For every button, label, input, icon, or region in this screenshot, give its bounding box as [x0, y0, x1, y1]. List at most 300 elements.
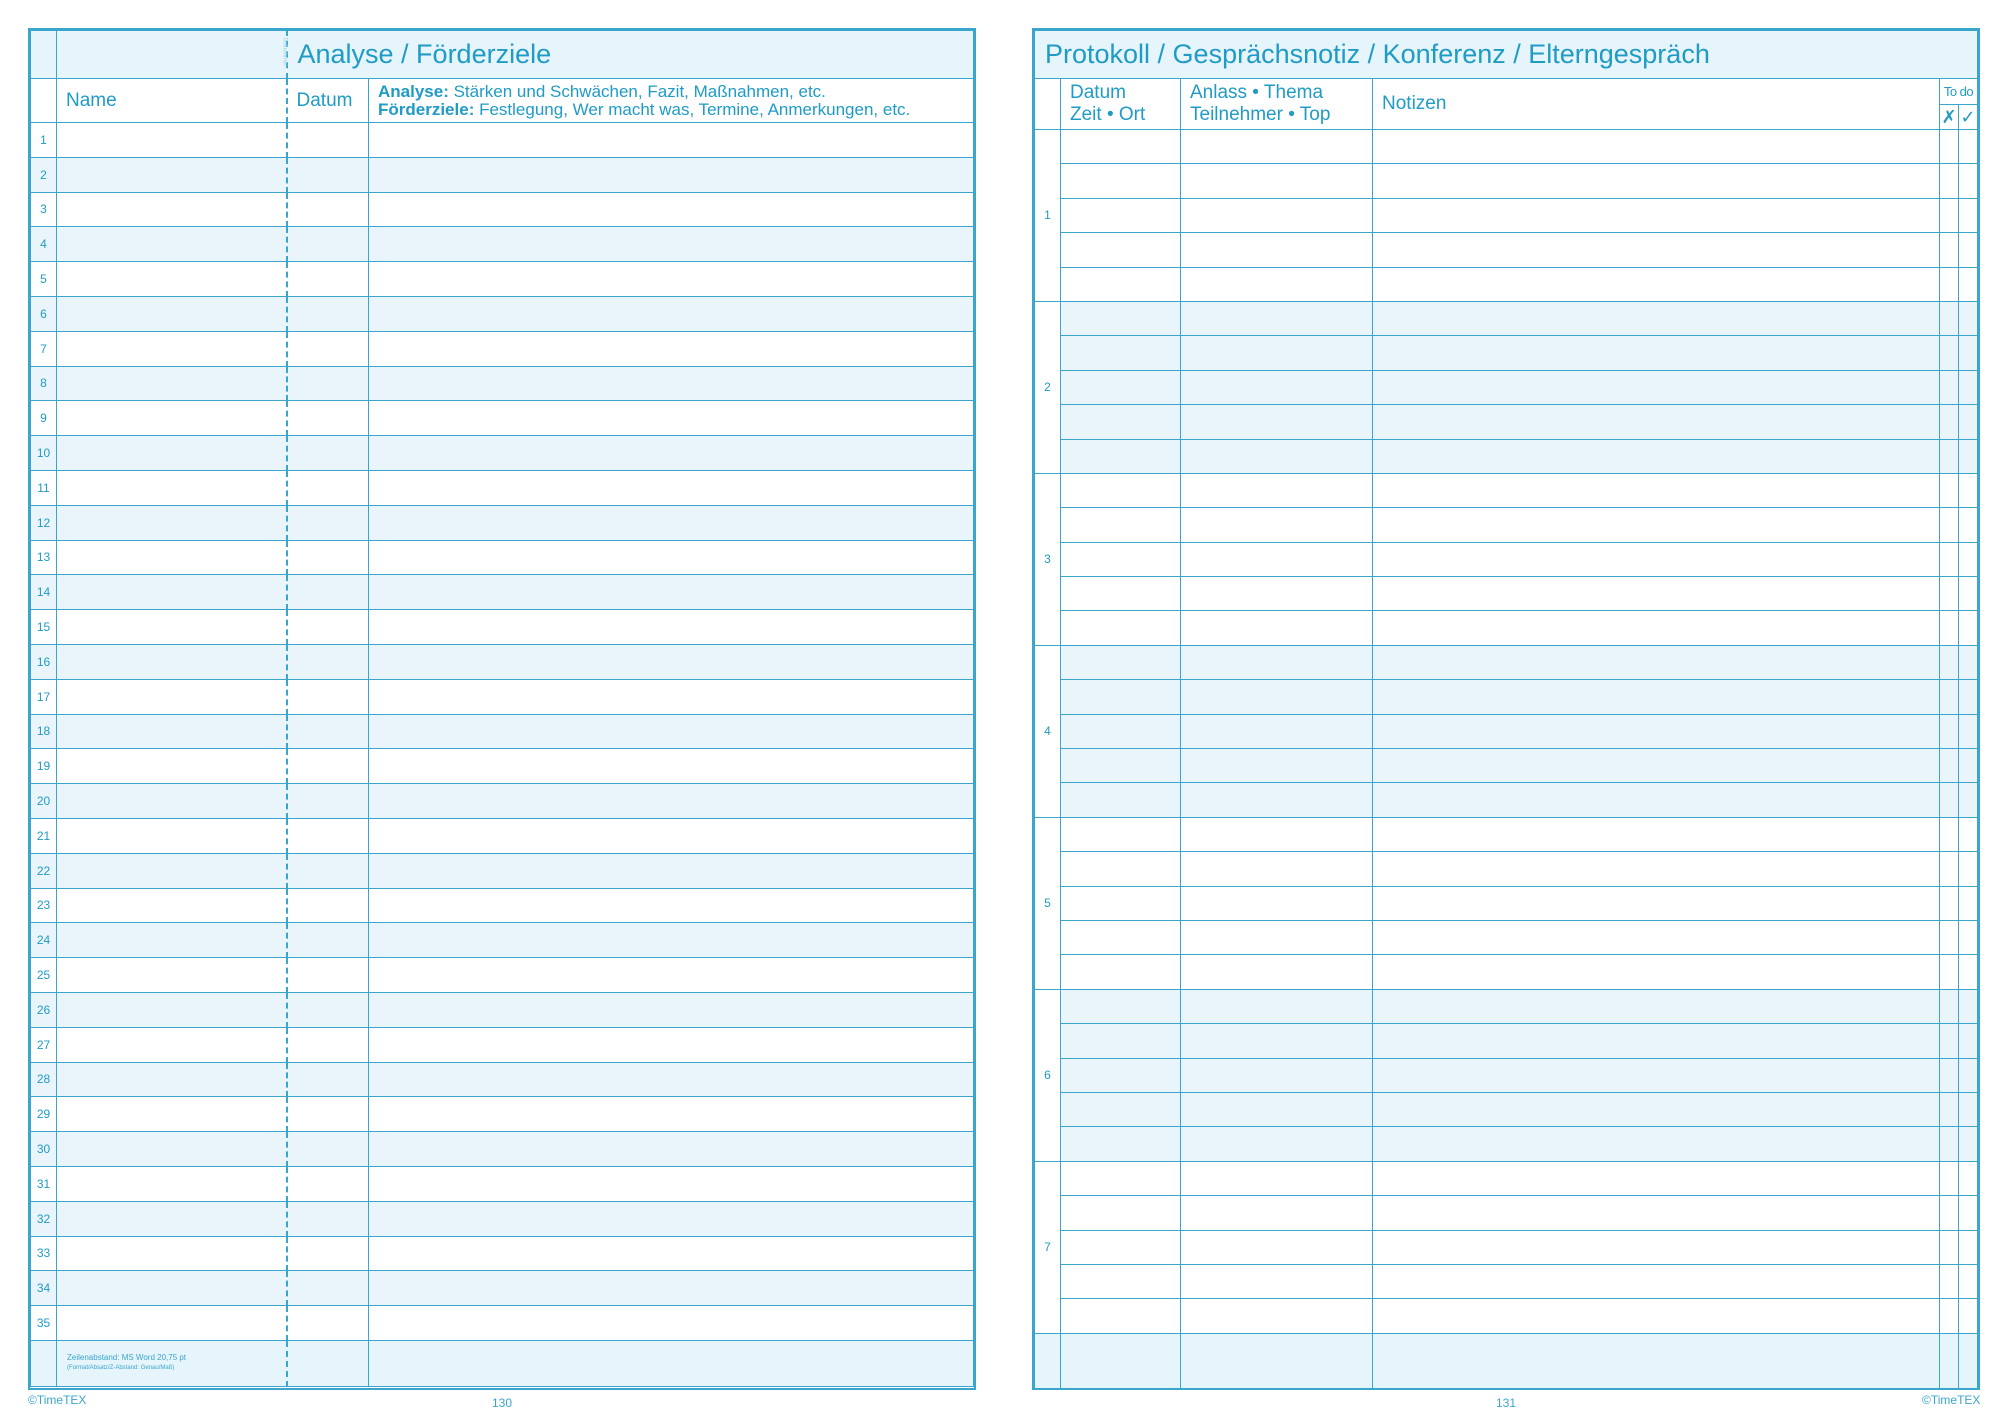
datum-cell[interactable] — [287, 818, 369, 853]
todo-no-cell[interactable] — [1940, 301, 1959, 335]
notes-cell[interactable] — [1373, 301, 1940, 335]
datum-cell[interactable] — [1061, 1299, 1181, 1333]
datum-cell[interactable] — [1061, 164, 1181, 198]
todo-no-cell[interactable] — [1940, 405, 1959, 439]
notes-cell[interactable] — [369, 749, 974, 784]
datum-cell[interactable] — [1061, 645, 1181, 679]
notes-cell[interactable] — [369, 992, 974, 1027]
anlass-cell[interactable] — [1181, 1058, 1373, 1092]
name-cell[interactable] — [57, 192, 287, 227]
datum-cell[interactable] — [287, 1027, 369, 1062]
datum-cell[interactable] — [1061, 577, 1181, 611]
datum-cell[interactable] — [1061, 336, 1181, 370]
name-cell[interactable] — [57, 157, 287, 192]
todo-yes-cell[interactable] — [1959, 473, 1978, 507]
notes-cell[interactable] — [1373, 1264, 1940, 1298]
datum-cell[interactable] — [1061, 1230, 1181, 1264]
anlass-cell[interactable] — [1181, 1024, 1373, 1058]
notes-cell[interactable] — [1373, 714, 1940, 748]
todo-yes-cell[interactable] — [1959, 130, 1978, 164]
name-cell[interactable] — [57, 123, 287, 158]
datum-cell[interactable] — [1061, 1092, 1181, 1126]
datum-cell[interactable] — [287, 540, 369, 575]
datum-cell[interactable] — [1061, 130, 1181, 164]
anlass-cell[interactable] — [1181, 1196, 1373, 1230]
notes-cell[interactable] — [369, 540, 974, 575]
group-number: 1 — [1035, 130, 1061, 302]
notes-cell[interactable] — [369, 923, 974, 958]
todo-no-cell[interactable] — [1940, 1058, 1959, 1092]
datum-cell[interactable] — [287, 1271, 369, 1306]
name-cell[interactable] — [57, 923, 287, 958]
name-cell[interactable] — [57, 505, 287, 540]
datum-cell[interactable] — [287, 714, 369, 749]
datum-cell[interactable] — [287, 1062, 369, 1097]
notes-cell[interactable] — [369, 1201, 974, 1236]
notes-cell[interactable] — [1373, 920, 1940, 954]
datum-cell[interactable] — [1061, 714, 1181, 748]
datum-cell[interactable] — [287, 331, 369, 366]
footer-datum — [287, 1340, 369, 1386]
todo-no-cell[interactable] — [1940, 542, 1959, 576]
notes-cell[interactable] — [1373, 611, 1940, 645]
todo-no-cell[interactable] — [1940, 508, 1959, 542]
anlass-cell[interactable] — [1181, 130, 1373, 164]
datum-line1: Datum — [1070, 82, 1126, 103]
datum-cell[interactable] — [1061, 955, 1181, 989]
todo-yes-cell[interactable] — [1959, 680, 1978, 714]
name-cell[interactable] — [57, 366, 287, 401]
name-cell[interactable] — [57, 1271, 287, 1306]
todo-yes-cell[interactable] — [1959, 1092, 1978, 1126]
table-row — [1035, 749, 1978, 783]
name-cell[interactable] — [57, 818, 287, 853]
table-row — [31, 227, 974, 262]
notes-cell[interactable] — [369, 679, 974, 714]
datum-cell[interactable] — [287, 401, 369, 436]
todo-yes-cell[interactable] — [1959, 645, 1978, 679]
notes-cell[interactable] — [1373, 1127, 1940, 1161]
todo-no-cell[interactable] — [1940, 198, 1959, 232]
datum-cell[interactable] — [1061, 611, 1181, 645]
name-cell[interactable] — [57, 679, 287, 714]
datum-cell[interactable] — [287, 923, 369, 958]
datum-cell[interactable] — [287, 992, 369, 1027]
notes-cell[interactable] — [369, 401, 974, 436]
todo-yes-cell[interactable] — [1959, 1299, 1978, 1333]
datum-cell[interactable] — [287, 784, 369, 819]
datum-cell[interactable] — [1061, 405, 1181, 439]
datum-cell[interactable] — [1061, 1264, 1181, 1298]
anlass-cell[interactable] — [1181, 989, 1373, 1023]
notes-cell[interactable] — [1373, 405, 1940, 439]
notes-cell[interactable] — [369, 296, 974, 331]
anlass-cell[interactable] — [1181, 198, 1373, 232]
todo-no-cell[interactable] — [1940, 1024, 1959, 1058]
datum-cell[interactable] — [287, 679, 369, 714]
todo-yes-cell[interactable] — [1959, 1264, 1978, 1298]
todo-yes-cell[interactable] — [1959, 714, 1978, 748]
datum-cell[interactable] — [287, 958, 369, 993]
datum-cell[interactable] — [1061, 439, 1181, 473]
anlass-cell[interactable] — [1181, 783, 1373, 817]
todo-yes-cell[interactable] — [1959, 955, 1978, 989]
datum-cell[interactable] — [287, 192, 369, 227]
row-number: 27 — [31, 1027, 57, 1062]
anlass-cell[interactable] — [1181, 405, 1373, 439]
notes-cell[interactable] — [1373, 233, 1940, 267]
todo-yes-cell[interactable] — [1959, 886, 1978, 920]
notes-cell[interactable] — [369, 436, 974, 471]
name-cell[interactable] — [57, 296, 287, 331]
name-cell[interactable] — [57, 1306, 287, 1341]
name-cell[interactable] — [57, 714, 287, 749]
notes-cell[interactable] — [369, 610, 974, 645]
notes-cell[interactable] — [1373, 989, 1940, 1023]
todo-no-cell[interactable] — [1940, 1230, 1959, 1264]
todo-no-cell[interactable] — [1940, 783, 1959, 817]
notes-cell[interactable] — [1373, 577, 1940, 611]
table-row — [1035, 405, 1978, 439]
notes-cell[interactable] — [369, 575, 974, 610]
datum-cell[interactable] — [287, 470, 369, 505]
todo-yes-cell[interactable] — [1959, 370, 1978, 404]
notes-cell[interactable] — [1373, 542, 1940, 576]
anlass-cell[interactable] — [1181, 508, 1373, 542]
anlass-cell[interactable] — [1181, 886, 1373, 920]
todo-yes-cell[interactable] — [1959, 1230, 1978, 1264]
table-row — [1035, 1092, 1978, 1126]
anlass-cell[interactable] — [1181, 370, 1373, 404]
notes-cell[interactable] — [369, 505, 974, 540]
notes-cell[interactable] — [369, 192, 974, 227]
anlass-cell[interactable] — [1181, 301, 1373, 335]
notes-cell[interactable] — [369, 331, 974, 366]
notes-cell[interactable] — [369, 1271, 974, 1306]
notes-cell[interactable] — [1373, 1092, 1940, 1126]
datum-cell[interactable] — [1061, 267, 1181, 301]
todo-no-cell[interactable] — [1940, 955, 1959, 989]
datum-cell[interactable] — [287, 505, 369, 540]
datum-cell[interactable] — [287, 610, 369, 645]
notes-cell[interactable] — [1373, 1161, 1940, 1195]
todo-no-cell[interactable] — [1940, 886, 1959, 920]
todo-no-cell[interactable] — [1940, 1161, 1959, 1195]
datum-cell[interactable] — [1061, 680, 1181, 714]
datum-cell[interactable] — [287, 1166, 369, 1201]
datum-cell[interactable] — [1061, 886, 1181, 920]
notes-cell[interactable] — [1373, 508, 1940, 542]
anlass-cell[interactable] — [1181, 1230, 1373, 1264]
notes-cell[interactable] — [1373, 336, 1940, 370]
name-cell[interactable] — [57, 540, 287, 575]
notes-cell[interactable] — [369, 1062, 974, 1097]
todo-yes-cell[interactable] — [1959, 920, 1978, 954]
todo-no-cell[interactable] — [1940, 1299, 1959, 1333]
name-cell[interactable] — [57, 401, 287, 436]
notes-cell[interactable] — [1373, 1299, 1940, 1333]
datum-cell[interactable] — [1061, 989, 1181, 1023]
todo-yes-cell[interactable] — [1959, 1024, 1978, 1058]
datum-cell[interactable] — [287, 262, 369, 297]
name-cell[interactable] — [57, 644, 287, 679]
notes-cell[interactable] — [369, 366, 974, 401]
todo-yes-cell[interactable] — [1959, 301, 1978, 335]
name-cell[interactable] — [57, 853, 287, 888]
datum-cell[interactable] — [1061, 508, 1181, 542]
notes-cell[interactable] — [1373, 164, 1940, 198]
anlass-cell[interactable] — [1181, 1161, 1373, 1195]
footer-num — [1035, 1333, 1061, 1388]
anlass-cell[interactable] — [1181, 542, 1373, 576]
notes-cell[interactable] — [1373, 783, 1940, 817]
anlass-cell[interactable] — [1181, 920, 1373, 954]
notes-cell[interactable] — [1373, 473, 1940, 507]
name-cell[interactable] — [57, 227, 287, 262]
todo-no-cell[interactable] — [1940, 336, 1959, 370]
todo-no-cell[interactable] — [1940, 1127, 1959, 1161]
name-cell[interactable] — [57, 1132, 287, 1167]
anlass-cell[interactable] — [1181, 611, 1373, 645]
notes-cell[interactable] — [369, 1166, 974, 1201]
anlass-cell[interactable] — [1181, 714, 1373, 748]
datum-cell[interactable] — [287, 157, 369, 192]
footer-anlass — [1181, 1333, 1373, 1388]
notes-cell[interactable] — [369, 123, 974, 158]
todo-yes-cell[interactable] — [1959, 783, 1978, 817]
todo-no-cell[interactable] — [1940, 164, 1959, 198]
notes-cell[interactable] — [369, 644, 974, 679]
datum-cell[interactable] — [287, 366, 369, 401]
table-row — [1035, 852, 1978, 886]
todo-yes-cell[interactable] — [1959, 508, 1978, 542]
anlass-cell[interactable] — [1181, 336, 1373, 370]
datum-cell[interactable] — [1061, 1024, 1181, 1058]
notes-cell[interactable] — [369, 1027, 974, 1062]
table-row — [31, 331, 974, 366]
anlass-cell[interactable] — [1181, 577, 1373, 611]
todo-yes-cell[interactable] — [1959, 198, 1978, 232]
anlass-cell[interactable] — [1181, 1127, 1373, 1161]
datum-cell[interactable] — [1061, 1058, 1181, 1092]
anlass-cell[interactable] — [1181, 1092, 1373, 1126]
name-cell[interactable] — [57, 436, 287, 471]
todo-no-cell[interactable] — [1940, 1092, 1959, 1126]
todo-yes-cell[interactable] — [1959, 989, 1978, 1023]
datum-cell[interactable] — [287, 1097, 369, 1132]
name-cell[interactable] — [57, 575, 287, 610]
todo-no-cell[interactable] — [1940, 1264, 1959, 1298]
todo-yes-cell[interactable] — [1959, 542, 1978, 576]
name-cell[interactable] — [57, 888, 287, 923]
datum-cell[interactable] — [287, 1201, 369, 1236]
anlass-cell[interactable] — [1181, 439, 1373, 473]
anlass-cell[interactable] — [1181, 233, 1373, 267]
name-cell[interactable] — [57, 784, 287, 819]
notes-cell[interactable] — [369, 1097, 974, 1132]
notes-cell[interactable] — [369, 888, 974, 923]
notes-cell[interactable] — [369, 818, 974, 853]
datum-cell[interactable] — [1061, 1127, 1181, 1161]
notes-cell[interactable] — [1373, 1230, 1940, 1264]
todo-yes-cell[interactable] — [1959, 852, 1978, 886]
anlass-cell[interactable] — [1181, 1264, 1373, 1298]
row-number: 10 — [31, 436, 57, 471]
todo-yes-cell[interactable] — [1959, 233, 1978, 267]
notes-cell[interactable] — [1373, 1024, 1940, 1058]
todo-yes-cell[interactable] — [1959, 749, 1978, 783]
todo-yes-cell[interactable] — [1959, 577, 1978, 611]
name-cell[interactable] — [57, 610, 287, 645]
name-cell[interactable] — [57, 992, 287, 1027]
todo-yes-cell[interactable] — [1959, 164, 1978, 198]
anlass-cell[interactable] — [1181, 852, 1373, 886]
todo-no-cell[interactable] — [1940, 233, 1959, 267]
datum-cell[interactable] — [287, 123, 369, 158]
name-cell[interactable] — [57, 749, 287, 784]
notes-cell[interactable] — [1373, 130, 1940, 164]
todo-no-cell[interactable] — [1940, 989, 1959, 1023]
notes-cell[interactable] — [369, 470, 974, 505]
todo-yes-cell[interactable] — [1959, 336, 1978, 370]
datum-cell[interactable] — [1061, 1196, 1181, 1230]
datum-cell[interactable] — [287, 296, 369, 331]
datum-cell[interactable] — [1061, 473, 1181, 507]
row-number: 7 — [31, 331, 57, 366]
notes-cell[interactable] — [369, 157, 974, 192]
notes-cell[interactable] — [369, 262, 974, 297]
name-cell[interactable] — [57, 1062, 287, 1097]
name-cell[interactable] — [57, 1236, 287, 1271]
notes-cell[interactable] — [1373, 955, 1940, 989]
notes-cell[interactable] — [1373, 267, 1940, 301]
datum-cell[interactable] — [1061, 1161, 1181, 1195]
name-cell[interactable] — [57, 331, 287, 366]
datum-cell[interactable] — [287, 888, 369, 923]
datum-cell[interactable] — [287, 436, 369, 471]
todo-yes-cell[interactable] — [1959, 1058, 1978, 1092]
datum-cell[interactable] — [1061, 852, 1181, 886]
datum-cell[interactable] — [287, 644, 369, 679]
datum-cell[interactable] — [1061, 542, 1181, 576]
name-cell[interactable] — [57, 262, 287, 297]
table-row — [31, 853, 974, 888]
todo-yes-cell[interactable] — [1959, 1196, 1978, 1230]
todo-no-cell[interactable] — [1940, 611, 1959, 645]
todo-no-cell[interactable] — [1940, 645, 1959, 679]
notes-cell[interactable] — [1373, 886, 1940, 920]
todo-yes-cell[interactable] — [1959, 817, 1978, 851]
todo-yes-cell[interactable] — [1959, 1161, 1978, 1195]
notes-cell[interactable] — [369, 1132, 974, 1167]
todo-yes-cell[interactable] — [1959, 611, 1978, 645]
notes-cell[interactable] — [1373, 852, 1940, 886]
notes-cell[interactable] — [369, 1236, 974, 1271]
group-number: 6 — [1035, 989, 1061, 1161]
datum-cell[interactable] — [1061, 783, 1181, 817]
anlass-cell[interactable] — [1181, 817, 1373, 851]
anlass-cell[interactable] — [1181, 749, 1373, 783]
notes-cell[interactable] — [369, 714, 974, 749]
todo-yes-cell[interactable] — [1959, 1127, 1978, 1161]
todo-yes-cell[interactable] — [1959, 439, 1978, 473]
todo-yes-cell[interactable] — [1959, 405, 1978, 439]
todo-no-cell[interactable] — [1940, 130, 1959, 164]
name-cell[interactable] — [57, 1166, 287, 1201]
datum-cell[interactable] — [1061, 233, 1181, 267]
notizen-header: Notizen — [1373, 79, 1940, 130]
notes-cell[interactable] — [1373, 645, 1940, 679]
datum-cell[interactable] — [1061, 749, 1181, 783]
todo-no-cell[interactable] — [1940, 577, 1959, 611]
table-row — [31, 262, 974, 297]
datum-cell[interactable] — [287, 1132, 369, 1167]
notes-cell[interactable] — [1373, 198, 1940, 232]
datum-cell[interactable] — [1061, 920, 1181, 954]
name-cell[interactable] — [57, 1097, 287, 1132]
anlass-cell[interactable] — [1181, 473, 1373, 507]
anlass-cell[interactable] — [1181, 267, 1373, 301]
anlass-cell[interactable] — [1181, 955, 1373, 989]
datum-cell[interactable] — [1061, 370, 1181, 404]
table-row — [1035, 1024, 1978, 1058]
notes-cell[interactable] — [369, 227, 974, 262]
notes-cell[interactable] — [1373, 680, 1940, 714]
notes-cell[interactable] — [369, 853, 974, 888]
anlass-cell[interactable] — [1181, 680, 1373, 714]
notes-cell[interactable] — [1373, 439, 1940, 473]
datum-cell[interactable] — [287, 575, 369, 610]
anlass-cell[interactable] — [1181, 1299, 1373, 1333]
datum-cell[interactable] — [287, 1236, 369, 1271]
notes-cell[interactable] — [1373, 817, 1940, 851]
todo-no-cell[interactable] — [1940, 749, 1959, 783]
row-number: 16 — [31, 644, 57, 679]
todo-no-cell[interactable] — [1940, 267, 1959, 301]
todo-yes-cell[interactable] — [1959, 267, 1978, 301]
todo-no-cell[interactable] — [1940, 817, 1959, 851]
notes-cell[interactable] — [1373, 749, 1940, 783]
name-cell[interactable] — [57, 958, 287, 993]
anlass-cell[interactable] — [1181, 164, 1373, 198]
name-cell[interactable] — [57, 1201, 287, 1236]
anlass-cell[interactable] — [1181, 645, 1373, 679]
notes-cell[interactable] — [1373, 370, 1940, 404]
todo-no-cell[interactable] — [1940, 439, 1959, 473]
todo-no-cell[interactable] — [1940, 920, 1959, 954]
name-cell[interactable] — [57, 470, 287, 505]
todo-no-cell[interactable] — [1940, 852, 1959, 886]
notes-cell[interactable] — [369, 1306, 974, 1341]
todo-no-cell[interactable] — [1940, 714, 1959, 748]
datum-cell[interactable] — [287, 227, 369, 262]
todo-no-cell[interactable] — [1940, 473, 1959, 507]
datum-cell[interactable] — [1061, 301, 1181, 335]
notes-cell[interactable] — [369, 784, 974, 819]
notes-cell[interactable] — [369, 958, 974, 993]
name-cell[interactable] — [57, 1027, 287, 1062]
notes-cell[interactable] — [1373, 1196, 1940, 1230]
datum-cell[interactable] — [287, 1306, 369, 1341]
todo-no-cell[interactable] — [1940, 680, 1959, 714]
datum-cell[interactable] — [287, 853, 369, 888]
datum-cell[interactable] — [1061, 817, 1181, 851]
datum-cell[interactable] — [287, 749, 369, 784]
notes-cell[interactable] — [1373, 1058, 1940, 1092]
datum-cell[interactable] — [1061, 198, 1181, 232]
todo-no-cell[interactable] — [1940, 1196, 1959, 1230]
todo-no-cell[interactable] — [1940, 370, 1959, 404]
